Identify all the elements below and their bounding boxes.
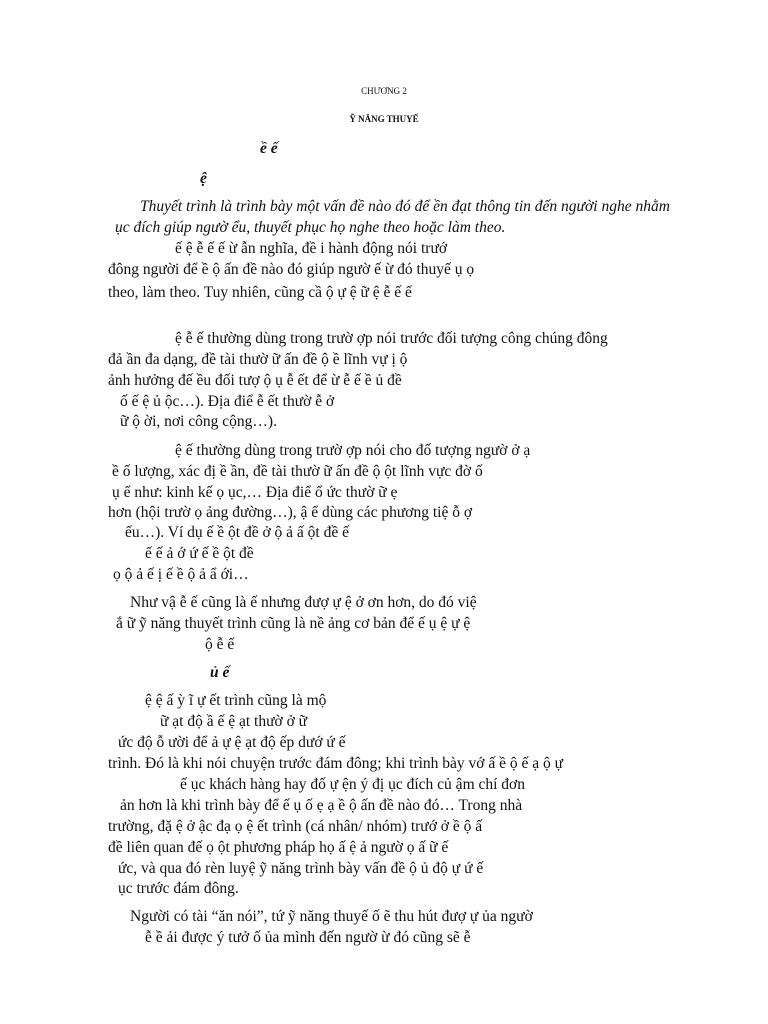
text-line: theo, làm theo. Tuy nhiên, cũng cầ ộ ự ệ ữ ệ ễ ế ế — [108, 284, 412, 301]
text-line: ế ế ả ớ ứ ế ề ột đề — [145, 545, 254, 562]
text-line: ế ục khách hàng hay đố ự ện ý đị ục đích củ ậm chí đơn — [180, 776, 526, 793]
text-line: đông người để ề ộ ấn đề nào đó giúp ngườ ế ừ đó thuyế ụ ọ — [108, 261, 475, 278]
text-line: ụ ể như: kinh kế ọ ục,… Địa điể ổ ức thườ ữ ẹ — [112, 484, 398, 501]
text-line: Người có tài “ăn nói”, tứ ỹ năng thuyế ố ẽ thu hút đượ ự ủa ngườ — [130, 908, 533, 925]
text-line: Như vậ ễ ế cũng là ế nhưng đượ ự ệ ở ơn hơn, do đó việ — [130, 594, 477, 611]
chapter-title: Ỹ NĂNG THUYẾ — [349, 114, 419, 124]
section-heading-2: ệ — [200, 170, 207, 187]
chapter-heading: CHƯƠNG 2 — [361, 86, 407, 96]
text-line: đả ần đa dạng, đề tài thườ ữ ấn đề ộ ề lĩnh vự ị ộ — [108, 351, 408, 368]
text-line: ệ ệ ấ ỳ ĩ ự ết trình cũng là mộ — [145, 692, 327, 709]
text-line: Thuyết trình là trình bày một vấn đề nào đó để ền đạt thông tin đến người nghe nhằm — [140, 198, 670, 215]
text-line: ọ ộ ả ế ị ế ề ộ ả ẩ ới… — [113, 566, 249, 583]
text-line: ễ ề ải được ý tưở ố ủa mình đến ngườ ừ đó cũng sẽ ễ — [145, 929, 471, 946]
section-heading-1: ề ế — [260, 140, 278, 157]
text-line: trường, đặ ệ ở ậc đạ ọ ệ ết trình (cá nhân/ nhóm) trướ ở ề ộ ấ — [108, 818, 483, 835]
text-line: ản hơn là khi trình bày để ế ụ ố ẹ ạ ề ộ ấn đề nào đó… Trong nhà — [120, 797, 523, 814]
text-line: ệ ễ ế thường dùng trong trườ ợp nói trước đối tượng công chúng đông — [175, 330, 608, 347]
text-line: ề ố lượng, xác đị ề ần, đề tài thườ ữ ấn đề ộ ột lĩnh vực đờ ố — [112, 463, 483, 480]
text-line: ế ệ ễ ế ế ừ ẫn nghĩa, đề i hành động nói trướ — [175, 240, 448, 257]
text-line: ức, và qua đó rèn luyệ ỹ năng trình bày vấn đề ộ ủ độ ự ứ ế — [118, 860, 484, 877]
text-line: ệ ế thường dùng trong trườ ợp nói cho đố tượng ngườ ở ạ — [175, 442, 531, 459]
text-line: trình. Đó là khi nói chuyện trước đám đông; khi trình bày vớ ấ ề ộ ế ạ ộ ự — [108, 755, 564, 772]
text-line: ố ế ệ ủ ộc…). Địa điể ễ ết thườ ễ ở — [120, 393, 335, 410]
text-line: ục trước đám đông. — [118, 880, 239, 897]
text-line: ục đích giúp ngườ ểu, thuyết phục họ nghe theo hoặc làm theo. — [115, 219, 506, 236]
text-line: ữ ộ ời, nơi công cộng…). — [120, 413, 277, 430]
text-line: ữ ạt độ ầ ế ệ ạt thườ ở ữ — [160, 713, 308, 730]
text-line: ức độ ỗ ười để ả ự ệ ạt độ ếp dướ ứ ế — [118, 734, 346, 751]
text-line: ếu…). Ví dụ ế ề ột đề ở ộ ả ấ ột đề ế — [125, 524, 349, 541]
text-line: đề liên quan đế ọ ột phương pháp họ ấ ệ ả ngườ ọ ấ ữ ế — [108, 839, 449, 856]
text-line: ộ ễ ế — [205, 636, 235, 653]
text-line: hơn (hội trườ ọ ảng đường…), ậ ể dùng các phương tiệ ỗ ợ — [108, 504, 473, 521]
text-line: ảnh hưởng đế ều đối tượ ộ ụ ễ ết để ừ ễ ế ề ủ đề — [108, 372, 402, 389]
section-heading-3: ủ ế — [210, 664, 230, 681]
text-line: ắ ữ ỹ năng thuyết trình cũng là nề ảng cơ bản để ế ụ ệ ự ệ — [116, 615, 471, 632]
